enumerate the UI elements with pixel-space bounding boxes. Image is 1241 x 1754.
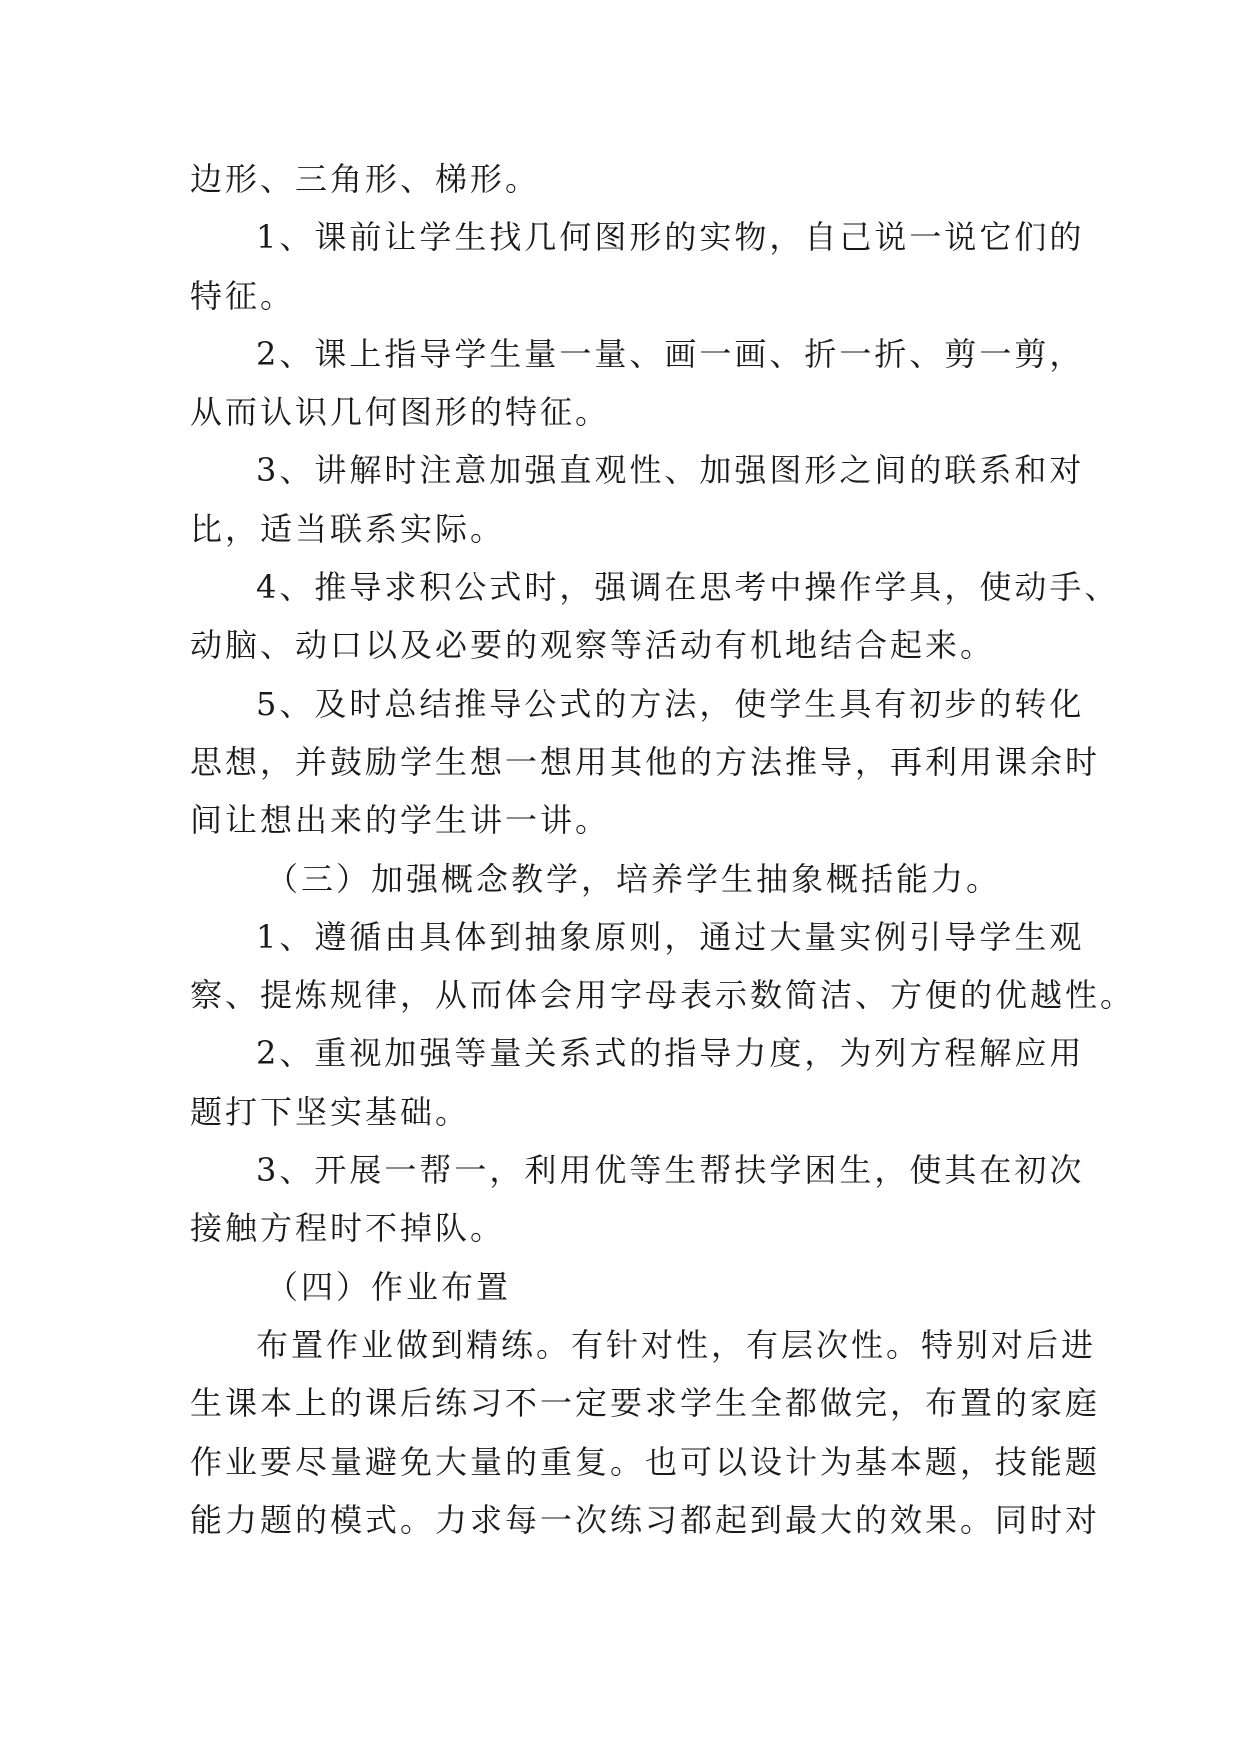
text-line: 间让想出来的学生讲一讲。	[190, 801, 611, 840]
text-line: 特征。	[190, 276, 296, 315]
text-line: 1、遵循由具体到抽象原则，通过大量实例引导学生观	[256, 917, 1085, 956]
text-line: 察、提炼规律，从而体会用字母表示数简洁、方便的优越性。	[190, 976, 1136, 1015]
text-line: 动脑、动口以及必要的观察等活动有机地结合起来。	[190, 626, 996, 665]
text-line: 2、重视加强等量关系式的指导力度，为列方程解应用	[256, 1034, 1085, 1073]
text-line: 3、开展一帮一，利用优等生帮扶学困生，使其在初次	[256, 1151, 1085, 1190]
text-line: 5、及时总结推导公式的方法，使学生具有初步的转化	[256, 684, 1085, 723]
text-line: 能力题的模式。力求每一次练习都起到最大的效果。同时对	[190, 1500, 1101, 1539]
text-line: 布置作业做到精练。有针对性，有层次性。特别对后进	[256, 1325, 1097, 1364]
text-line: 1、课前让学生找几何图形的实物，自己说一说它们的	[256, 218, 1085, 257]
text-line: 思想，并鼓励学生想一想用其他的方法推导，再利用课余时	[190, 742, 1101, 781]
text-line: 题打下坚实基础。	[190, 1092, 471, 1131]
document-body	[190, 150, 1136, 1549]
section-heading: （三）加强概念教学，培养学生抽象概括能力。	[266, 859, 1002, 898]
text-line: 从而认识几何图形的特征。	[190, 393, 611, 432]
text-line: 接触方程时不掉队。	[190, 1209, 506, 1248]
text-line: 作业要尽量避免大量的重复。也可以设计为基本题，技能题	[190, 1442, 1101, 1481]
text-line: 2、课上指导学生量一量、画一画、折一折、剪一剪，	[256, 334, 1085, 373]
text-line: 4、推导求积公式时，强调在思考中操作学具，使动手、	[256, 568, 1120, 607]
text-line: 3、讲解时注意加强直观性、加强图形之间的联系和对	[256, 451, 1085, 490]
text-line: 生课本上的课后练习不一定要求学生全都做完，布置的家庭	[190, 1384, 1101, 1423]
section-heading: （四）作业布置	[266, 1267, 512, 1306]
text-line: 比，适当联系实际。	[190, 509, 506, 548]
text-line: 边形、三角形、梯形。	[190, 160, 541, 198]
